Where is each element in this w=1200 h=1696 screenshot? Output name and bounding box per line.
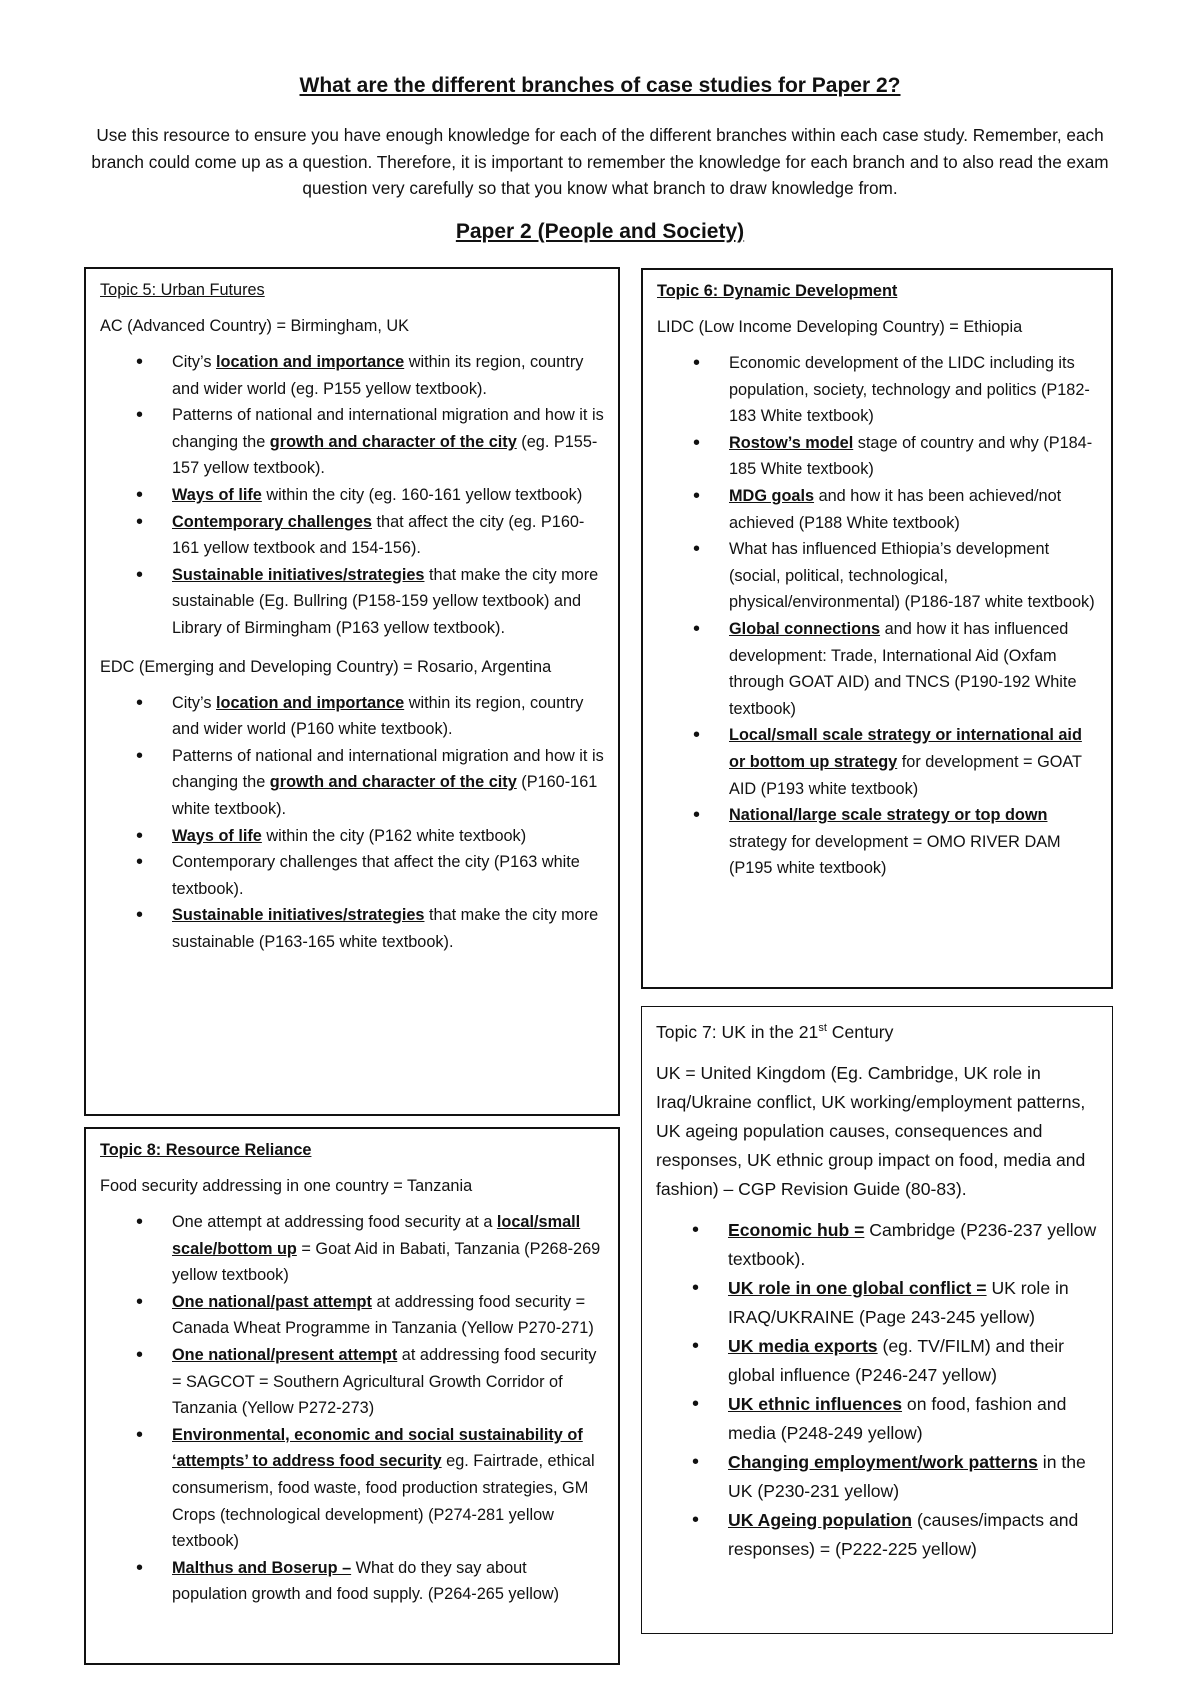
topic5-edc-heading: EDC (Emerging and Developing Country) = Rosario, Argentina xyxy=(100,657,552,676)
topic5-edc-list xyxy=(100,690,606,956)
topic8-title: Topic 8: Resource Reliance xyxy=(100,1141,312,1159)
topic8-heading: Food security addressing in one country = Tanzania xyxy=(100,1177,473,1195)
list-item: • City’s location and importance within its region, country and wider world (eg. P155 yellow textbook). xyxy=(172,349,606,402)
topic8-box xyxy=(84,1127,620,1665)
topic8-list xyxy=(100,1209,606,1608)
topic7-box xyxy=(641,1006,1113,1634)
list-item: • One attempt at addressing food security at a local/small scale/bottom up = Goat Aid in Babati, Tanzania (P268-269 yellow textbook) xyxy=(172,1209,606,1289)
list-item: • Patterns of national and international migration and how it is changing the growth and character of the city (P160-161 white textbook). xyxy=(172,743,606,823)
list-item: • Rostow’s model stage of country and why (P184-185 White textbook) xyxy=(729,430,1099,483)
list-item: • One national/present attempt at addressing food security = SAGCOT = Southern Agricultural Growth Corridor of Tanzania (Yellow P272-273) xyxy=(172,1342,606,1422)
list-item: • Ways of life within the city (eg. 160-161 yellow textbook) xyxy=(172,482,606,509)
document-title: What are the different branches of case studies for Paper 2? xyxy=(299,74,901,97)
list-item: • Sustainable initiatives/strategies that make the city more sustainable (Eg. Bullring (P158-159 yellow textbook) and Library of Birmingham (P163 yellow textbook). xyxy=(172,562,606,642)
list-item: • Patterns of national and international migration and how it is changing the growth and character of the city (eg. P155-157 yellow textbook). xyxy=(172,402,606,482)
list-item: • UK role in one global conflict = UK role in IRAQ/UKRAINE (Page 243-245 yellow) xyxy=(728,1274,1100,1332)
topic6-title: Topic 6: Dynamic Development xyxy=(657,282,898,300)
topic5-title: Topic 5: Urban Futures xyxy=(100,281,265,299)
topic7-list xyxy=(656,1216,1100,1564)
topic5-ac-heading: AC (Advanced Country) = Birmingham, UK xyxy=(100,317,410,335)
list-item: • Malthus and Boserup – What do they say about population growth and food supply. (P264-265 yellow) xyxy=(172,1555,606,1608)
topic6-heading: LIDC (Low Income Developing Country) = Ethiopia xyxy=(657,318,1023,336)
list-item: • What has influenced Ethiopia’s development (social, political, technological, physical/environmental) (P186-187 white textbook) xyxy=(729,536,1099,616)
list-item: • UK media exports (eg. TV/FILM) and their global influence (P246-247 yellow) xyxy=(728,1332,1100,1390)
list-item: • Economic hub = Cambridge (P236-237 yellow textbook). xyxy=(728,1216,1100,1274)
topic7-title: Topic 7: UK in the 21st Century xyxy=(656,1021,894,1042)
paper-heading: Paper 2 (People and Society) xyxy=(455,220,745,243)
topic5-box xyxy=(84,267,620,1116)
list-item: • National/large scale strategy or top down strategy for development = OMO RIVER DAM (P195 white textbook) xyxy=(729,802,1099,882)
list-item: • Changing employment/work patterns in the UK (P230-231 yellow) xyxy=(728,1448,1100,1506)
list-item: • Contemporary challenges that affect the city (P163 white textbook). xyxy=(172,849,606,902)
list-item: • MDG goals and how it has been achieved/not achieved (P188 White textbook) xyxy=(729,483,1099,536)
topic7-heading: UK = United Kingdom (Eg. Cambridge, UK role in Iraq/Ukraine conflict, UK working/employment patterns, UK ageing population causes, consequences and responses, UK ethnic group impact on food, media and fashion) – CGP Revision Guide (80-83). xyxy=(656,1062,1086,1199)
list-item: • UK ethnic influences on food, fashion and media (P248-249 yellow) xyxy=(728,1390,1100,1448)
list-item: • One national/past attempt at addressing food security = Canada Wheat Programme in Tanzania (Yellow P270-271) xyxy=(172,1289,606,1342)
topic6-list xyxy=(657,350,1099,882)
topic5-ac-list xyxy=(100,349,606,642)
list-item: • Environmental, economic and social sustainability of ‘attempts’ to address food security eg. Fairtrade, ethical consumerism, food waste, food production strategies, GM Crops (technological development) (P274-281 yellow textbook) xyxy=(172,1422,606,1555)
list-item: • Global connections and how it has influenced development: Trade, International Aid (Oxfam through GOAT AID) and TNCS (P190-192 White textbook) xyxy=(729,616,1099,722)
list-item: • Contemporary challenges that affect the city (eg. P160-161 yellow textbook and 154-156). xyxy=(172,509,606,562)
list-item: • Sustainable initiatives/strategies that make the city more sustainable (P163-165 white textbook). xyxy=(172,902,606,955)
list-item: • Ways of life within the city (P162 white textbook) xyxy=(172,823,606,850)
list-item: • Economic development of the LIDC including its population, society, technology and politics (P182-183 White textbook) xyxy=(729,350,1099,430)
intro-paragraph: Use this resource to ensure you have enough knowledge for each of the different branches within each case study. Remember, each branch could come up as a question. Therefore, it is important to remember the knowledge for each branch and to also read the exam question very carefully so that you know what branch to draw knowledge from. xyxy=(91,125,1109,198)
list-item: • UK Ageing population (causes/impacts and responses) = (P222-225 yellow) xyxy=(728,1506,1100,1564)
topic6-box xyxy=(641,268,1113,989)
list-item: • Local/small scale strategy or international aid or bottom up strategy for development = GOAT AID (P193 white textbook) xyxy=(729,722,1099,802)
list-item: • City’s location and importance within its region, country and wider world (P160 white textbook). xyxy=(172,690,606,743)
